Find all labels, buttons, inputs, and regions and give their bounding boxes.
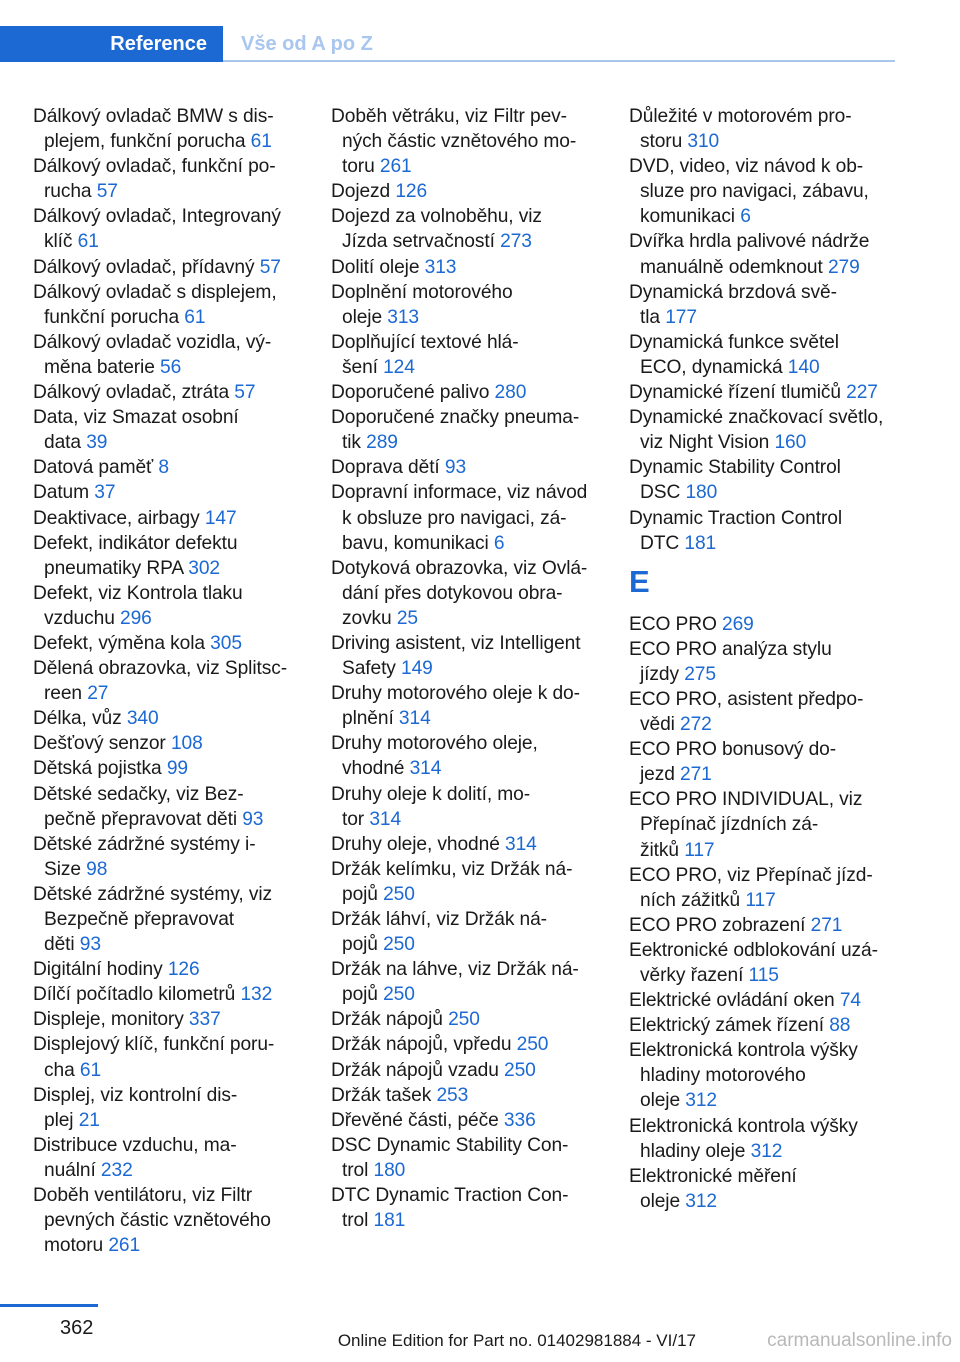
index-entry — [331, 204, 603, 254]
index-group-d — [629, 104, 901, 556]
index-entry — [331, 731, 603, 781]
page-link[interactable]: 250 — [504, 1059, 536, 1081]
page-link[interactable]: 56 — [160, 356, 182, 378]
index-entry — [33, 706, 305, 731]
index-term: DSC Dynamic Stability Con- trol — [331, 1134, 569, 1181]
index-term: Dojezd — [331, 181, 396, 203]
index-entry — [33, 957, 305, 982]
page-link[interactable]: 250 — [383, 883, 415, 905]
index-entry — [629, 687, 901, 737]
index-entry — [33, 154, 305, 204]
index-term: Délka, vůz — [33, 708, 127, 730]
index-entry — [33, 104, 305, 154]
index-entry — [331, 1108, 603, 1133]
index-term: Doporučené palivo — [331, 382, 495, 404]
page-link[interactable]: 93 — [444, 457, 467, 479]
index-term: ECO PRO — [629, 613, 723, 635]
index-entry — [33, 531, 305, 581]
page-link[interactable]: 25 — [396, 607, 419, 629]
page-link[interactable]: 99 — [166, 758, 188, 780]
page-link[interactable]: 160 — [774, 432, 807, 454]
index-term: Dynamická brzdová svě- tla — [629, 281, 837, 328]
index-term: Eektronické odblokování uzá- věrky řazení — [629, 939, 878, 986]
index-term: Dolití oleje — [331, 256, 425, 278]
index-entry — [331, 631, 603, 681]
index-entry — [33, 1032, 305, 1082]
index-entry — [331, 480, 603, 555]
index-entry — [33, 1007, 305, 1032]
page-link[interactable]: 93 — [242, 808, 264, 830]
index-term: Elektronická kontrola výšky hladiny motorového oleje — [629, 1040, 858, 1112]
page-link[interactable]: 312 — [685, 1090, 717, 1112]
index-entry — [629, 863, 901, 913]
page-link[interactable]: 253 — [436, 1084, 469, 1106]
page-link[interactable]: 310 — [687, 131, 720, 153]
watermark: carmanualsonline.info — [767, 1330, 952, 1351]
page-link[interactable]: 61 — [184, 306, 206, 328]
index-term: Druhy motorového oleje, vhodné — [331, 733, 538, 780]
index-entry — [33, 832, 305, 882]
index-term: Data, viz Smazat osobní data — [33, 407, 239, 454]
index-term: Dálkový ovladač, přídavný — [33, 256, 260, 278]
index-term: Doporučené značky pneuma- tik — [331, 407, 580, 454]
index-term: Displeje, monitory — [33, 1009, 189, 1031]
index-entry — [629, 1013, 901, 1038]
index-term: Dynamické značkovací světlo, viz Night Vision — [629, 407, 884, 454]
page-link[interactable]: 115 — [748, 965, 779, 986]
index-entry — [331, 907, 603, 957]
index-term: Držák nápojů vzadu — [331, 1059, 505, 1081]
index-term: Dálkový ovladač s displejem, funkční porucha — [33, 281, 277, 328]
index-term: Dětská pojistka — [33, 758, 167, 780]
page-link[interactable]: 108 — [170, 733, 203, 755]
index-term: Doplnění motorového oleje — [331, 281, 513, 328]
index-entry — [33, 455, 305, 480]
page-link[interactable]: 296 — [120, 607, 152, 629]
index-entry — [629, 1038, 901, 1113]
page-link[interactable]: 314 — [398, 708, 431, 730]
index-entry — [629, 280, 901, 330]
page-link[interactable]: 6 — [740, 206, 751, 228]
index-term: Dynamic Traction Control DTC — [629, 507, 842, 554]
index-entry — [331, 330, 603, 380]
page-link[interactable]: 250 — [383, 934, 415, 956]
index-entry — [629, 1114, 901, 1164]
page-link[interactable]: 61 — [250, 131, 272, 153]
page-link[interactable]: 27 — [87, 683, 109, 705]
index-term: Držák kelímku, viz Držák ná- pojů — [331, 858, 573, 905]
index-term: Dynamické řízení tlumičů — [629, 382, 847, 404]
section-letter: E — [629, 563, 650, 599]
page-link[interactable]: 227 — [846, 382, 878, 404]
page-link[interactable]: 314 — [409, 758, 442, 780]
index-entry — [629, 154, 901, 229]
page-link[interactable]: 261 — [379, 156, 412, 178]
page-link[interactable]: 232 — [100, 1159, 133, 1181]
index-term: Defekt, indikátor defektu pneumatiky RPA — [33, 532, 238, 579]
index-term: Doběh ventilátoru, viz Filtr pevných částic vznětového motoru — [33, 1185, 271, 1257]
index-entry — [331, 1032, 603, 1057]
page-link[interactable]: 271 — [810, 914, 843, 936]
index-term: Dálkový ovladač, ztráta — [33, 382, 235, 404]
index-entry — [629, 1164, 901, 1214]
index-entry — [331, 556, 603, 631]
index-entry — [331, 455, 603, 480]
page-link[interactable]: 132 — [240, 984, 273, 1006]
index-entry — [33, 380, 305, 405]
page-link[interactable]: 336 — [503, 1109, 536, 1131]
index-term: Dojezd za volnoběhu, viz Jízda setrvačností — [331, 206, 542, 253]
index-entry — [629, 506, 901, 556]
index-term: Driving asistent, viz Intelligent Safety — [331, 632, 581, 680]
index-entry — [33, 330, 305, 380]
index-term: Dynamic Stability Control DSC — [629, 457, 841, 504]
index-entry — [33, 756, 305, 781]
index-entry — [33, 731, 305, 756]
page-link[interactable]: 126 — [167, 959, 200, 981]
index-term: Elektrické ovládání oken — [629, 990, 840, 1012]
index-entry — [629, 637, 901, 687]
page-link[interactable]: 313 — [387, 306, 419, 328]
index-entry — [629, 405, 901, 455]
index-entry — [33, 506, 305, 531]
index-entry — [331, 1058, 603, 1083]
page-link[interactable]: 250 — [448, 1009, 480, 1031]
page-link[interactable]: 126 — [395, 181, 428, 203]
page-link[interactable]: 180 — [685, 482, 718, 504]
index-term: Deaktivace, airbagy — [33, 507, 205, 529]
index-entry — [331, 280, 603, 330]
index-entry — [331, 857, 603, 907]
index-group-e — [629, 612, 901, 1214]
index-entry — [33, 656, 305, 706]
index-term: ECO PRO analýza stylu jízdy — [629, 638, 832, 685]
page-link[interactable]: 250 — [516, 1034, 549, 1056]
index-entry — [331, 1083, 603, 1108]
index-term: Datum — [33, 482, 95, 504]
index-entry — [33, 1183, 305, 1258]
index-entry — [331, 832, 603, 857]
page-header — [0, 0, 960, 62]
index-term: Dřevěné části, péče — [331, 1109, 504, 1131]
index-term: Druhy oleje k dolití, mo- tor — [331, 783, 531, 830]
index-entry — [331, 1133, 603, 1183]
index-entry — [331, 782, 603, 832]
page-link[interactable]: 117 — [745, 889, 776, 911]
page-link[interactable]: 147 — [204, 507, 237, 529]
edition-note: Online Edition for Part no. 01402981884 - VI/17 — [337, 1331, 696, 1350]
index-term: Dálkový ovladač, Integrovaný klíč — [33, 206, 281, 253]
index-term: Dělená obrazovka, viz Splitsc- reen — [33, 658, 288, 705]
page-link[interactable]: 289 — [366, 432, 398, 454]
page-link[interactable]: 280 — [494, 382, 527, 404]
index-term: Displej, viz kontrolní dis- plej — [33, 1084, 238, 1131]
index-entry — [331, 681, 603, 731]
page-link[interactable]: 250 — [383, 984, 415, 1006]
index-entry — [331, 1183, 603, 1233]
index-term: Dětské sedačky, viz Bez- pečně přepravovat děti — [33, 783, 244, 830]
index-entry — [629, 787, 901, 862]
page-link[interactable]: 273 — [500, 231, 532, 253]
index-entry — [33, 1133, 305, 1183]
index-term: ECO PRO, viz Přepínač jízd- ních zážitků — [629, 864, 873, 911]
index-entry — [33, 1083, 305, 1133]
index-term: Displejový klíč, funkční poru- cha — [33, 1034, 275, 1081]
index-term: ECO PRO bonusový do- jezd — [629, 739, 837, 786]
index-term: Defekt, výměna kola — [33, 632, 211, 654]
header-divider — [223, 60, 895, 62]
index-term: Držák na láhve, viz Držák ná- pojů — [331, 959, 579, 1006]
page-link[interactable]: 37 — [94, 482, 116, 504]
page-link[interactable]: 312 — [685, 1190, 717, 1212]
index-entry — [33, 255, 305, 280]
index-entry — [331, 405, 603, 455]
index-term: ECO PRO zobrazení — [629, 914, 811, 936]
page-link[interactable]: 272 — [680, 714, 712, 736]
index-term: Dětské zádržné systémy, viz Bezpečně přepravovat děti — [33, 883, 272, 956]
footer-accent-bar — [0, 1304, 98, 1307]
page-link[interactable]: 271 — [680, 764, 712, 786]
page-link[interactable]: 61 — [79, 1059, 102, 1081]
index-entry — [33, 280, 305, 330]
index-term: Dvířka hrdla palivové nádrže manuálně odemknout — [629, 231, 870, 278]
index-term: Datová paměť — [33, 457, 159, 479]
page-link[interactable]: 313 — [424, 256, 457, 278]
page-link[interactable]: 177 — [665, 306, 697, 328]
index-term: Dotyková obrazovka, viz Ovlá- dání přes dotykovou obra- zovku — [331, 557, 588, 629]
index-entry — [331, 1007, 603, 1032]
index-term: Elektrický zámek řízení — [629, 1015, 830, 1037]
page-link[interactable]: 93 — [79, 934, 101, 956]
index-entry — [33, 782, 305, 832]
index-entry — [33, 581, 305, 631]
index-entry — [629, 455, 901, 505]
index-term: Druhy motorového oleje k do- plnění — [331, 683, 580, 730]
page-link[interactable]: 261 — [108, 1235, 141, 1257]
tab-reference[interactable]: Reference — [0, 26, 223, 62]
index-entry — [331, 380, 603, 405]
page-link[interactable]: 340 — [126, 708, 159, 730]
index-entry — [331, 255, 603, 280]
page-link[interactable]: 124 — [383, 356, 415, 378]
index-term: Držák láhví, viz Držák ná- pojů — [331, 909, 547, 956]
index-entry — [33, 204, 305, 254]
index-term: Dopravní informace, viz návod k obsluze pro navigaci, zá- bavu, komunikaci — [331, 482, 588, 554]
index-entry — [629, 938, 901, 988]
page-link[interactable]: 21 — [78, 1109, 100, 1131]
index-entry — [33, 480, 305, 505]
index-term: Držák tašek — [331, 1084, 437, 1106]
page-link[interactable]: 180 — [373, 1159, 406, 1181]
index-term: Dynamická funkce světel ECO, dynamická — [629, 331, 839, 378]
page-link[interactable]: 8 — [158, 457, 169, 479]
page-link[interactable]: 337 — [188, 1009, 221, 1031]
index-term: Digitální hodiny — [33, 959, 168, 981]
page-link[interactable]: 181 — [684, 532, 717, 554]
index-entry — [629, 737, 901, 787]
index-entry — [629, 612, 901, 637]
index-entry — [629, 104, 901, 154]
index-term: Dálkový ovladač, funkční po- rucha — [33, 156, 276, 203]
index-term: Držák nápojů, vpředu — [331, 1034, 517, 1056]
index-entry — [629, 913, 901, 938]
index-term: Elektronické měření oleje — [629, 1165, 797, 1212]
page-link[interactable]: 61 — [77, 231, 99, 253]
index-term: Držák nápojů — [331, 1009, 449, 1031]
page-link[interactable]: 279 — [827, 256, 860, 278]
index-entry — [33, 631, 305, 656]
page-link[interactable]: 269 — [722, 613, 754, 635]
page-link[interactable]: 149 — [401, 658, 433, 680]
page-link[interactable]: 57 — [96, 181, 118, 203]
index-term: Doplňující textové hlá- šení — [331, 331, 519, 378]
page-link[interactable]: 88 — [829, 1015, 851, 1037]
page-link[interactable]: 39 — [86, 432, 108, 454]
index-term: Dětské zádržné systémy i- Size — [33, 833, 256, 880]
index-term: DTC Dynamic Traction Con- trol — [331, 1185, 569, 1232]
index-term: DVD, video, viz návod k ob- sluze pro navigaci, zábavu, komunikaci — [629, 156, 869, 228]
index-term: Druhy oleje, vhodné — [331, 833, 505, 855]
index-entry — [33, 882, 305, 957]
index-term: Důležité v motorovém pro- storu — [629, 106, 852, 153]
page-link[interactable]: 312 — [750, 1140, 783, 1162]
index-term: ECO PRO, asistent předpo- vědi — [629, 688, 864, 736]
index-entry — [33, 405, 305, 455]
index-term: Defekt, viz Kontrola tlaku vzduchu — [33, 582, 243, 629]
index-column-1 — [33, 104, 305, 1258]
page-link[interactable]: 314 — [505, 833, 537, 855]
index-term: Elektronická kontrola výšky hladiny oleje — [629, 1115, 858, 1162]
page-link[interactable]: 57 — [259, 256, 281, 278]
page-link[interactable]: 275 — [684, 663, 716, 685]
index-term: ECO PRO INDIVIDUAL, viz Přepínač jízdních zá- žitků — [629, 789, 863, 861]
index-term: Dálkový ovladač vozidla, vý- měna baterie — [33, 331, 272, 378]
page-link[interactable]: 74 — [839, 990, 861, 1012]
index-column-3 — [629, 104, 901, 1214]
index-entry — [331, 179, 603, 204]
page-link[interactable]: 117 — [684, 839, 715, 861]
page-link[interactable]: 57 — [234, 382, 256, 404]
page-link[interactable]: 140 — [787, 356, 820, 378]
index-term: Doběh větráku, viz Filtr pev- ných částic vznětového mo- toru — [331, 106, 577, 178]
index-term: Dálkový ovladač BMW s dis- plejem, funkční porucha — [33, 106, 274, 153]
index-term: Dešťový senzor — [33, 733, 171, 755]
index-term: Dílčí počítadlo kilometrů — [33, 984, 241, 1006]
page-link[interactable]: 305 — [210, 632, 242, 654]
index-entry — [629, 380, 901, 405]
page-link[interactable]: 302 — [188, 557, 220, 579]
page-link[interactable]: 98 — [86, 858, 108, 880]
index-term: Doprava dětí — [331, 457, 445, 479]
index-entry — [629, 988, 901, 1013]
page-link[interactable]: 181 — [373, 1210, 406, 1232]
index-column-2 — [331, 104, 603, 1233]
index-entry — [629, 229, 901, 279]
index-entry — [33, 982, 305, 1007]
tab-all-a-to-z[interactable]: Vše od A po Z — [241, 33, 373, 55]
page-link[interactable]: 6 — [493, 532, 505, 554]
index-term: Distribuce vzduchu, ma- nuální — [33, 1134, 237, 1181]
page-link[interactable]: 314 — [369, 808, 402, 830]
index-entry — [331, 104, 603, 179]
page-number: 362 — [60, 1317, 94, 1339]
index-entry — [629, 330, 901, 380]
index-entry — [331, 957, 603, 1007]
